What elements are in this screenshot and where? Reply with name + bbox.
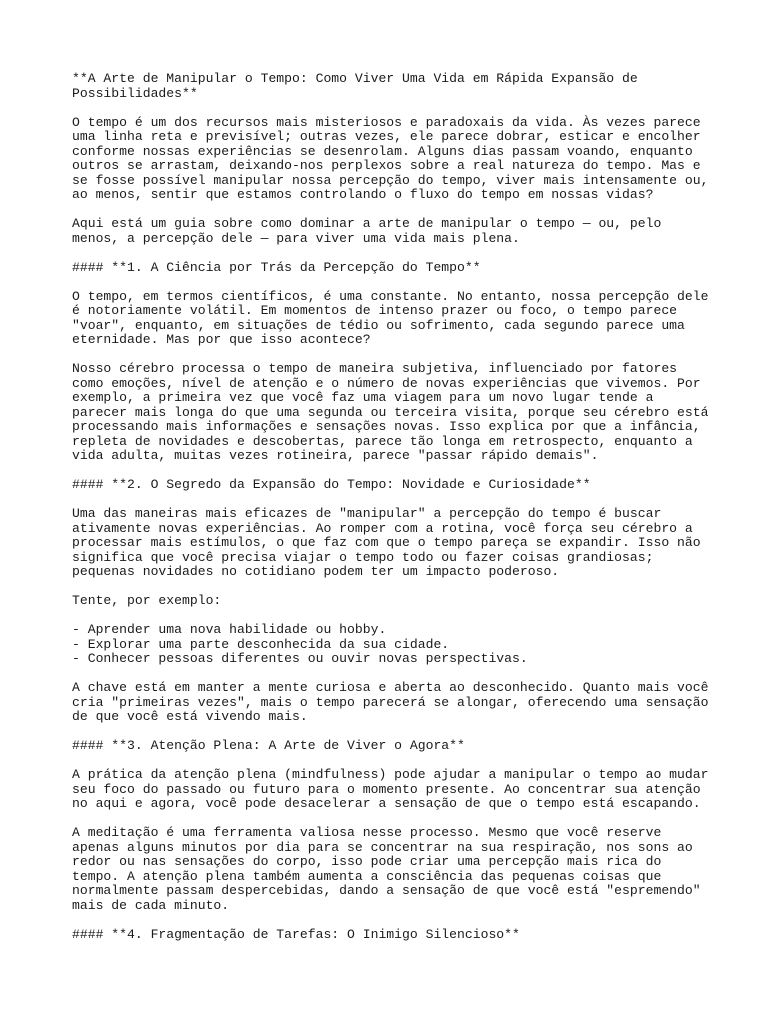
section-1-paragraph-1: O tempo, em termos científicos, é uma constante. No entanto, nossa percepção dele é notoriamente volátil. Em momentos de intenso prazer ou foco, o tempo parece "voar", enquanto, em situações de tédio ou sofrimento, cada segundo parece uma eternidade. Mas por que isso acontece? — [72, 288, 717, 347]
section-1-paragraph-2: Nosso cérebro processa o tempo de maneira subjetiva, influenciado por fatores como emoções, nível de atenção e o número de novas experiências que vivemos. Por exemplo, a primeira vez que você faz uma viagem para um novo lugar tende a parecer mais longa do que uma segunda ou terceira visita, porque seu cérebro está processando mais informações e sensações novas. Isso explica por que a infância, repleta de novidades e descobertas, parece tão longa em retrospecto, enquanto a vida adulta, muitas vezes rotineira, parece "passar rápido demais". — [72, 361, 717, 463]
section-3-paragraph-2: A meditação é uma ferramenta valiosa nesse processo. Mesmo que você reserve apenas alguns minutos por dia para se concentrar na sua respiração, nos sons ao redor ou nas sensações do corpo, isso pode criar uma percepção mais rica do tempo. A atenção plena também aumenta a consciência das pequenas coisas que normalmente passam despercebidas, dando a sensação de que você está "espremendo" mais de cada minuto. — [72, 825, 709, 913]
intro-paragraph-1: O tempo é um dos recursos mais misteriosos e paradoxais da vida. Às vezes parece uma linha reta e previsível; outras vezes, ele parece dobrar, esticar e encolher conforme nossas experiências se desenrolam. Alguns dias passam voando, enquanto outros se arrastam, deixando-nos perplexos sobre a real natureza do tempo. Mas e se fosse possível manipular nossa percepção do tempo, viver mais intensamente ou, ao menos, sentir que estamos controlando o fluxo do tempo em nossas vidas? — [72, 114, 717, 202]
document-page — [72, 71, 717, 957]
section-2-paragraph-2: Tente, por exemplo: — [72, 593, 222, 608]
document-title: **A Arte de Manipular o Tempo: Como Viver Uma Vida em Rápida Expansão de Possibilidades** — [72, 71, 646, 101]
section-2-heading: #### **2. O Segredo da Expansão do Tempo: Novidade e Curiosidade** — [72, 477, 591, 492]
list-item: - Conhecer pessoas diferentes ou ouvir novas perspectivas. — [72, 651, 528, 666]
section-3-paragraph-1: A prática da atenção plena (mindfulness) pode ajudar a manipular o tempo ao mudar seu foco do passado ou futuro para o momento presente. Ao concentrar sua atenção no aqui e agora, você pode desacelerar a sensação de que o tempo está escapando. — [72, 767, 717, 811]
intro-paragraph-2: Aqui está um guia sobre como dominar a arte de manipular o tempo — ou, pelo menos, a percepção dele — para viver uma vida mais plena. — [72, 216, 670, 246]
section-2-paragraph-3: A chave está em manter a mente curiosa e aberta ao desconhecido. Quanto mais você cria "primeiras vezes", mais o tempo parecerá se alongar, oferecendo uma sensação de que você está vivendo mais. — [72, 680, 717, 724]
section-1-heading: #### **1. A Ciência por Trás da Percepção do Tempo** — [72, 259, 481, 275]
section-2-list — [72, 623, 712, 667]
section-3-heading: #### **3. Atenção Plena: A Arte de Viver o Agora** — [72, 738, 465, 753]
list-item: - Aprender uma nova habilidade ou hobby. — [72, 622, 387, 637]
section-4-heading: #### **4. Fragmentação de Tarefas: O Inimigo Silencioso** — [72, 926, 520, 942]
section-2-paragraph-1: Uma das maneiras mais eficazes de "manipular" a percepção do tempo é buscar ativamente novas experiências. Ao romper com a rotina, você força seu cérebro a processar mais estímulos, o que faz com que o tempo pareça se expandir. Isso não significa que você precisa viajar o tempo todo ou fazer coisas grandiosas; pequenas novidades no cotidiano podem ter um impacto poderoso. — [72, 506, 709, 579]
list-item: - Explorar uma parte desconhecida da sua cidade. — [72, 636, 450, 652]
